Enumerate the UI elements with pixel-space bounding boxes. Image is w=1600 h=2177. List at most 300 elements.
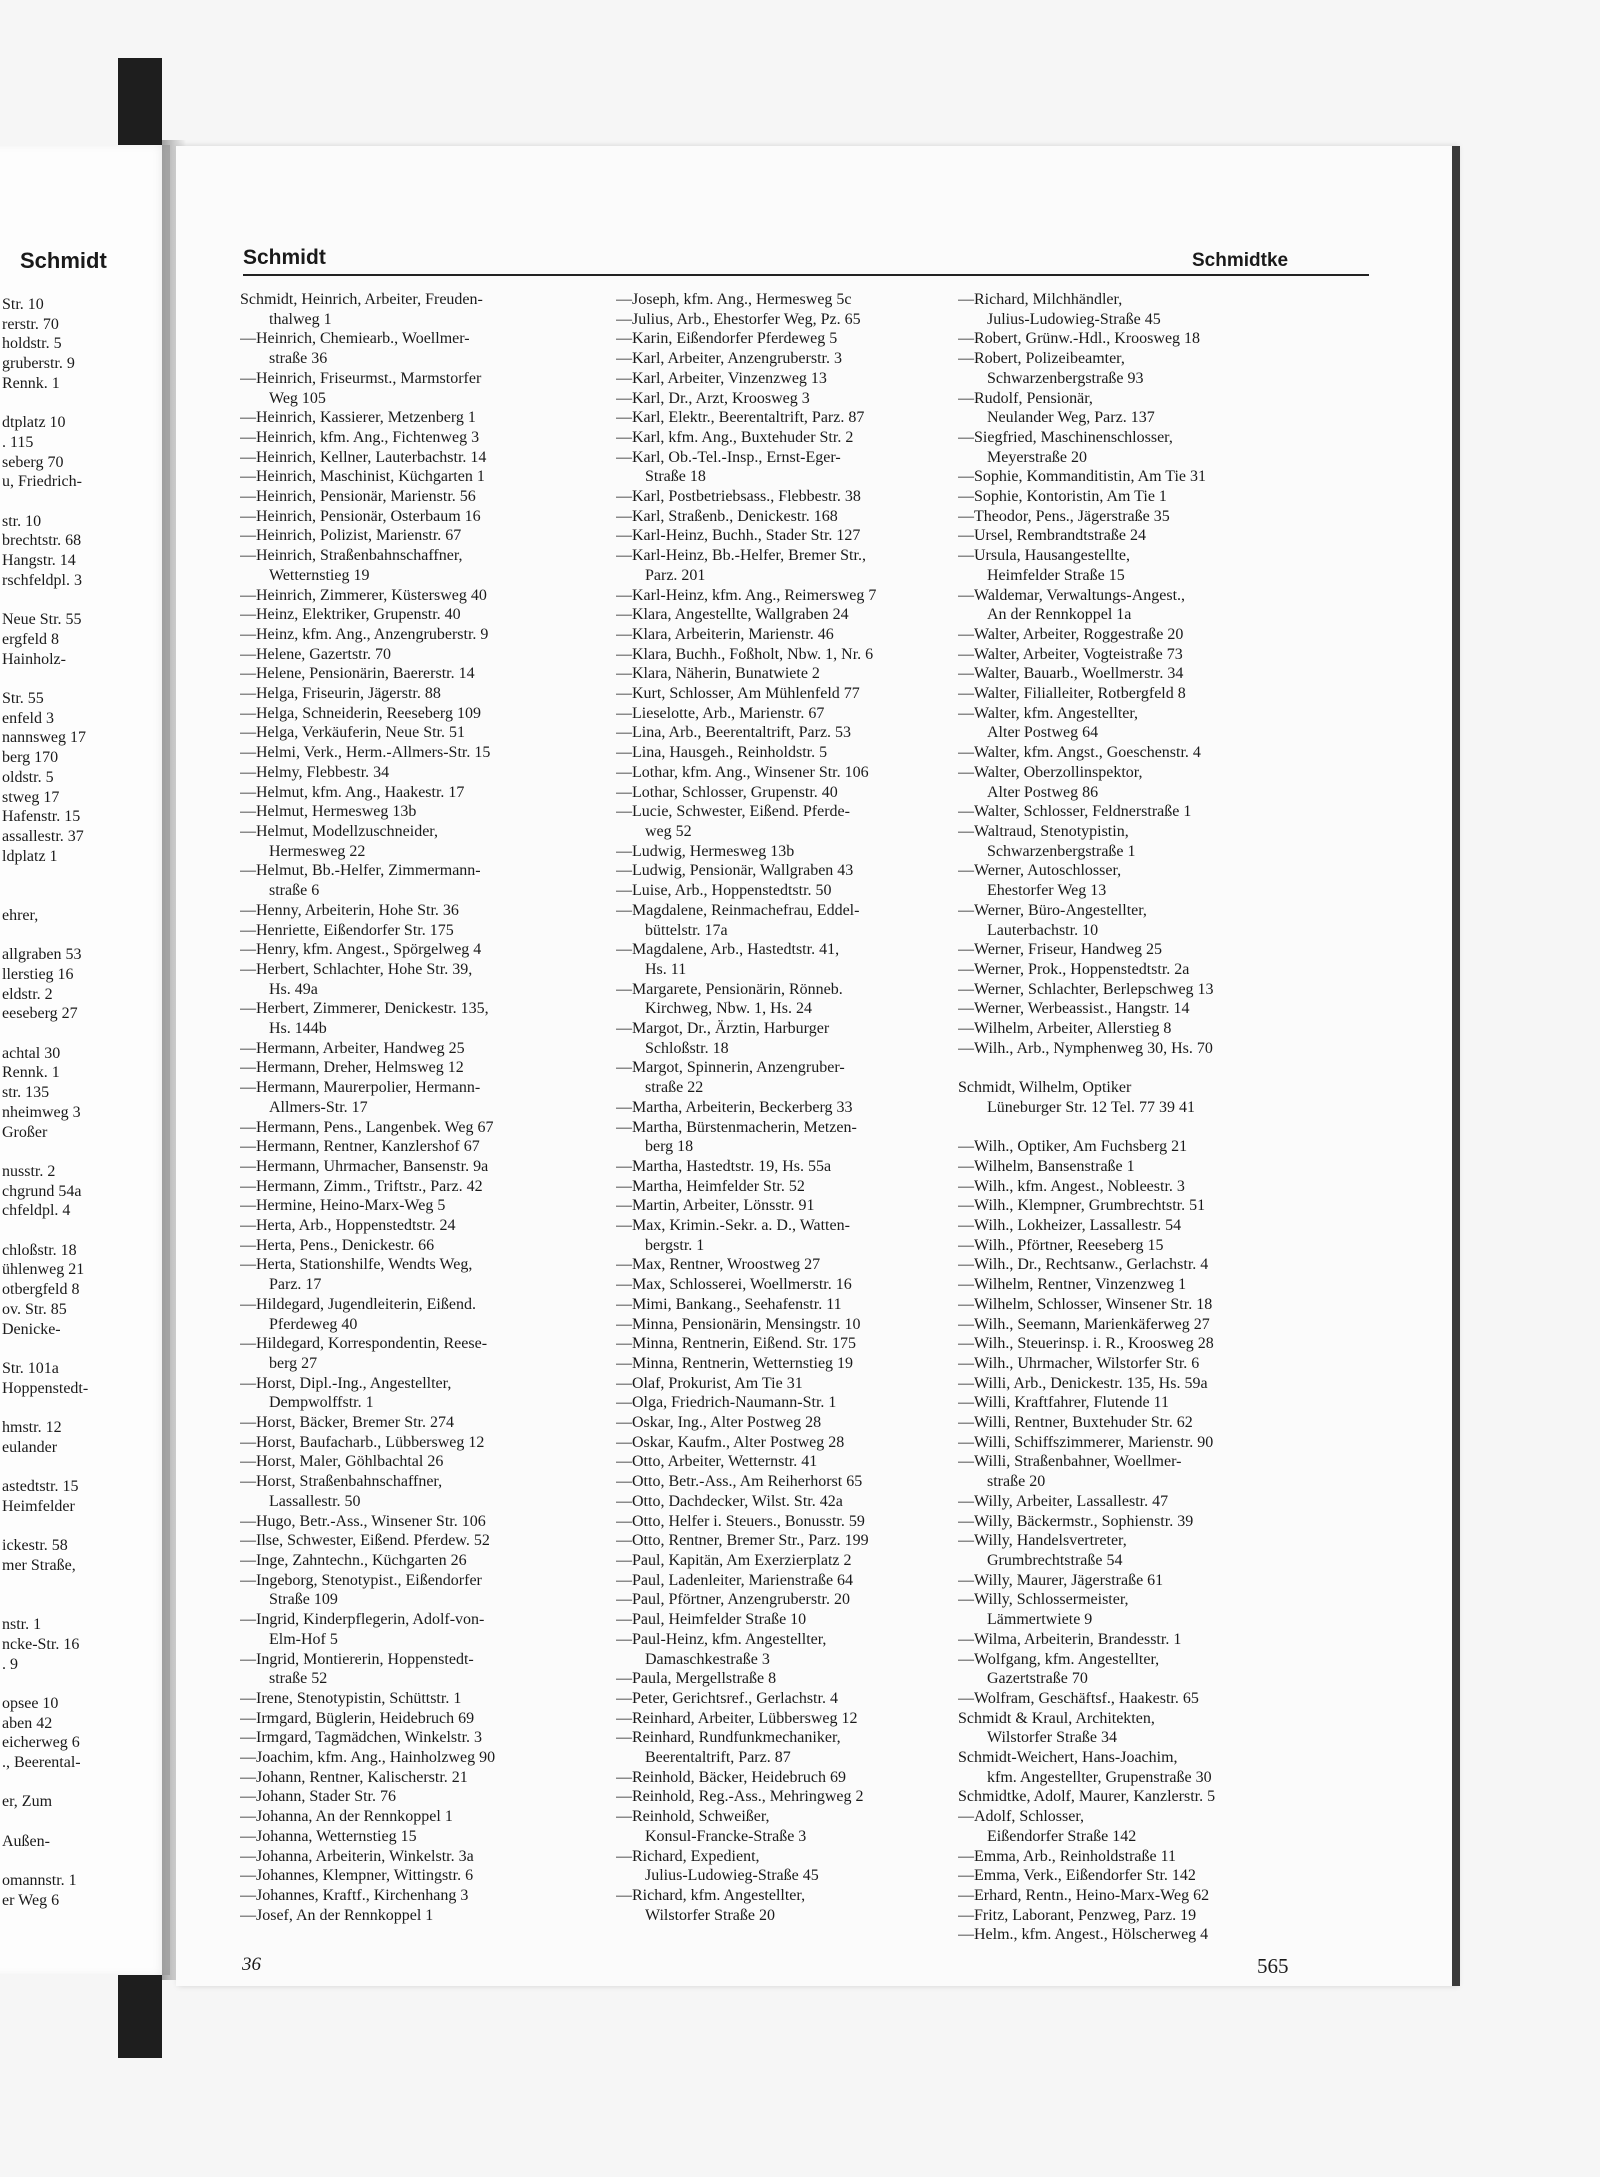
directory-entry-line: —Karl, Straßenb., Denickestr. 168 [616,507,838,525]
directory-entry-line: Wetternstieg 19 [269,566,370,584]
directory-entry-line: —Ursel, Rembrandtstraße 24 [958,527,1146,545]
directory-entry-line: straße 6 [269,882,320,900]
directory-entry-line: —Willy, Arbeiter, Lassallestr. 47 [958,1492,1169,1510]
left-fragment-line: eeseberg 27 [2,1005,78,1023]
header-rule [243,274,1369,276]
directory-entry-line: —Martha, Arbeiterin, Beckerberg 33 [616,1098,853,1116]
directory-entry-line: —Hermann, Uhrmacher, Bansenstr. 9a [240,1157,489,1175]
directory-entry-line: —Siegfried, Maschinenschlosser, [958,428,1173,446]
directory-entry-line: —Hildegard, Jugendleiterin, Eißend. [240,1295,476,1313]
directory-entry-line: —Wilh., kfm. Angest., Nobleestr. 3 [958,1177,1185,1195]
directory-entry-line: —Erhard, Rentn., Heino-Marx-Weg 62 [958,1886,1210,1904]
directory-entry-line: —Johann, Stader Str. 76 [240,1788,396,1806]
directory-entry-line: Dempwolffstr. 1 [269,1394,374,1412]
directory-entry-line: berg 27 [269,1354,318,1372]
directory-entry-line: —Werner, Autoschlosser, [958,862,1122,880]
directory-entry-line: straße 52 [269,1670,328,1688]
left-fragment-line: ergfeld 8 [2,630,60,648]
directory-entry-line: —Lothar, kfm. Ang., Winsener Str. 106 [616,763,869,781]
directory-entry-line: —Reinhold, Bäcker, Heidebruch 69 [616,1768,846,1786]
left-fragment-line: otbergfeld 8 [2,1281,80,1299]
directory-entry-line: —Wilh., Klempner, Grumbrechtstr. 51 [958,1197,1206,1215]
directory-entry-line: Schmidt, Wilhelm, Optiker [958,1079,1132,1097]
directory-entry-line: Alter Postweg 64 [987,724,1099,742]
directory-entry-line: —Ingrid, Kinderpflegerin, Adolf-von- [240,1611,485,1629]
left-fragment-line: opsee 10 [2,1694,59,1712]
directory-entry-line: Neulander Weg, Parz. 137 [987,409,1155,427]
directory-entry-line: straße 20 [987,1473,1046,1491]
left-fragment-line: eldstr. 2 [2,985,53,1003]
directory-entry-line: —Johanna, Arbeiterin, Winkelstr. 3a [240,1847,474,1865]
directory-entry-line: —Karin, Eißendorfer Pferdeweg 5 [616,330,838,348]
left-fragment-line: Hangstr. 14 [2,552,76,570]
left-fragment-line: gruberstr. 9 [2,355,75,373]
left-fragment-line [0,1339,170,1359]
directory-entry-line: —Ingrid, Montiererin, Hoppenstedt- [240,1650,474,1668]
directory-entry-line: Schwarzenbergstraße 93 [987,369,1144,387]
directory-entry-line: —Julius, Arb., Ehestorfer Weg, Pz. 65 [616,310,861,328]
directory-entry-line: —Johannes, Klempner, Wittingstr. 6 [240,1867,474,1885]
directory-entry-line: —Hermann, Dreher, Helmsweg 12 [240,1059,464,1077]
directory-entry-line: —Wilh., Uhrmacher, Wilstorfer Str. 6 [958,1354,1200,1372]
directory-entry-line: —Helmy, Flebbestr. 34 [240,763,390,781]
directory-entry-line: —Karl, kfm. Ang., Buxtehuder Str. 2 [616,428,854,446]
directory-entry-line: —Klara, Arbeiterin, Marienstr. 46 [616,625,834,643]
directory-entry-line: —Richard, Milchhändler, [958,291,1123,308]
directory-entry-line: —Otto, Helfer i. Steuers., Bonusstr. 59 [616,1512,865,1530]
directory-entry-line: —Lina, Hausgeh., Reinholdstr. 5 [616,744,828,762]
directory-entry-line: —Walter, kfm. Angestellter, [958,704,1139,722]
directory-entry-line: —Martin, Arbeiter, Lönsstr. 91 [616,1197,815,1215]
directory-entry-line: —Willi, Arb., Denickestr. 135, Hs. 59a [958,1374,1208,1392]
directory-entry-line: Eißendorfer Straße 142 [987,1827,1137,1845]
directory-entry-line: —Walter, Arbeiter, Vogteistraße 73 [958,645,1183,663]
left-fragment-line [0,866,170,886]
left-fragment-line: llerstieg 16 [2,965,74,983]
directory-entry-line: —Horst, Dipl.-Ing., Angestellter, [240,1374,452,1392]
left-fragment-line: enfeld 3 [2,709,54,727]
directory-entry-line: —Johanna, Wetternstieg 15 [240,1827,417,1845]
directory-entry-line: —Inge, Zahntechn., Küchgarten 26 [240,1552,467,1569]
left-fragment-line: Str. 10 [2,296,44,313]
directory-entry-line: —Olaf, Prokurist, Am Tie 31 [616,1374,803,1392]
left-fragment-line: eicherweg 6 [2,1734,80,1752]
left-fragment-line: eulander [2,1438,58,1456]
directory-entry-line: —Otto, Betr.-Ass., Am Reiherhorst 65 [616,1473,863,1491]
left-fragment-line [0,1852,170,1872]
left-fragment-line: Hainholz- [2,650,66,668]
directory-entry-line: —Heinz, Elektriker, Grupenstr. 40 [240,606,461,624]
directory-entry-line: —Lucie, Schwester, Eißend. Pferde- [616,803,850,821]
directory-entry-line: —Richard, Expedient, [616,1847,760,1865]
directory-entry-line: Meyerstraße 20 [987,448,1087,466]
directory-entry-line: —Hermann, Maurerpolier, Hermann- [240,1079,481,1097]
directory-entry-line: —Wilh., Lokheizer, Lassallestr. 54 [958,1217,1182,1235]
left-fragment-line: aben 42 [2,1714,53,1732]
directory-entry-line: —Hermann, Pens., Langenbek. Weg 67 [240,1118,494,1136]
left-fragment-line: hmstr. 12 [2,1419,62,1437]
directory-entry-line: —Wilhelm, Arbeiter, Allerstieg 8 [958,1020,1172,1038]
directory-entry-line: Hs. 144b [269,1020,327,1038]
directory-entry-line: —Magdalene, Arb., Hastedtstr. 41, [616,941,840,959]
directory-entry-line: —Ingeborg, Stenotypist., Eißendorfer [240,1571,482,1589]
left-fragment-line: er Weg 6 [2,1891,60,1909]
directory-entry-line: —Hermann, Arbeiter, Handweg 25 [240,1039,465,1057]
directory-entry-line: berg 18 [645,1138,694,1156]
directory-entry-line: Lauterbachstr. 10 [987,921,1099,939]
directory-entry-line: —Minna, Pensionärin, Mensingstr. 10 [616,1315,861,1333]
left-fragment-line: allgraben 53 [2,946,82,964]
left-fragment-line: dtplatz 10 [2,414,66,432]
directory-entry-line: Schloßstr. 18 [645,1039,729,1057]
directory-entry-line: —Max, Krimin.-Sekr. a. D., Watten- [616,1217,850,1235]
left-fragment-line: nannsweg 17 [2,729,86,747]
left-page-fragments [0,295,170,1911]
right-page [176,146,1456,1986]
directory-entry-line: Julius-Ludowieg-Straße 45 [645,1867,819,1885]
directory-entry-line: —Olga, Friedrich-Naumann-Str. 1 [616,1394,837,1412]
left-fragment-line [0,1024,170,1044]
directory-entry-line: —Johanna, An der Rennkoppel 1 [240,1808,453,1826]
directory-entry-line: —Fritz, Laborant, Penzweg, Parz. 19 [958,1906,1197,1924]
left-fragment-line: Heimfelder [2,1497,75,1515]
directory-entry-line: Schwarzenbergstraße 1 [987,842,1136,860]
directory-column-2 [616,290,986,1925]
directory-entry-line: —Paul, Heimfelder Straße 10 [616,1611,807,1629]
directory-entry-line: —Martha, Heimfelder Str. 52 [616,1177,805,1195]
directory-entry-line: Lämmertwiete 9 [987,1611,1093,1629]
directory-entry-line: —Sophie, Kontoristin, Am Tie 1 [958,488,1167,506]
directory-entry-line: —Karl-Heinz, Bb.-Helfer, Bremer Str., [616,547,866,565]
directory-entry-line: —Reinhard, Rundfunkmechaniker, [616,1729,841,1747]
left-fragment-line [0,1674,170,1694]
directory-entry-line: —Lina, Arb., Beerentaltrift, Parz. 53 [616,724,852,742]
left-fragment-line: er, Zum [2,1793,53,1811]
directory-entry-line: Beerentaltrift, Parz. 87 [645,1749,791,1767]
directory-entry-line: —Henny, Arbeiterin, Hohe Str. 36 [240,901,459,919]
directory-entry-line: —Karl, Postbetriebsass., Flebbestr. 38 [616,488,861,506]
directory-entry-line: —Peter, Gerichtsref., Gerlachstr. 4 [616,1689,838,1707]
left-fragment-line [0,1457,170,1477]
directory-entry-line: —Minna, Rentnerin, Eißend. Str. 175 [616,1335,856,1353]
directory-entry-line: —Hermine, Heino-Marx-Weg 5 [240,1197,446,1215]
directory-entry-line: —Helm., kfm. Angest., Hölscherweg 4 [958,1926,1209,1944]
directory-entry-line: —Heinz, kfm. Ang., Anzengruberstr. 9 [240,625,489,643]
directory-entry-line: —Otto, Rentner, Bremer Str., Parz. 199 [616,1532,869,1550]
directory-entry-line: —Josef, An der Rennkoppel 1 [240,1906,434,1924]
directory-entry-line: —Max, Rentner, Wroostweg 27 [616,1256,821,1274]
directory-entry-line: —Herta, Pens., Denickestr. 66 [240,1236,435,1254]
directory-entry-line: —Richard, kfm. Angestellter, [616,1886,806,1904]
left-fragment-line: rschfeldpl. 3 [2,571,82,589]
directory-entry-line: —Hildegard, Korrespondentin, Reese- [240,1335,488,1353]
directory-entry-line: —Wilh., Optiker, Am Fuchsberg 21 [958,1138,1188,1156]
directory-column-3 [958,290,1328,1945]
directory-entry-line: bergstr. 1 [645,1236,705,1254]
directory-entry-line: straße 22 [645,1079,704,1097]
directory-entry-line: —Wilh., Arb., Nymphenweg 30, Hs. 70 [958,1039,1213,1057]
left-fragment-line [0,1517,170,1537]
directory-entry-line: —Margot, Spinnerin, Anzengruber- [616,1059,845,1077]
directory-entry-line: —Hermann, Zimm., Triftstr., Parz. 42 [240,1177,483,1195]
directory-entry-line: —Paula, Mergellstraße 8 [616,1670,777,1688]
directory-entry-line: Gazertstraße 70 [987,1670,1088,1688]
directory-entry-line: —Wilhelm, Bansenstraße 1 [958,1157,1135,1175]
directory-entry-line: Schmidt-Weichert, Hans-Joachim, [958,1749,1178,1767]
left-fragment-line [0,1812,170,1832]
directory-entry-line: thalweg 1 [269,310,332,328]
left-fragment-line [0,1595,170,1615]
directory-entry-line: —Helga, Friseurin, Jägerstr. 88 [240,685,441,703]
directory-entry-line: —Wilhelm, Schlosser, Winsener Str. 18 [958,1295,1213,1313]
left-fragment-line: Rennk. 1 [2,1064,60,1082]
directory-entry-line: —Max, Schlosserei, Woellmerstr. 16 [616,1276,852,1294]
directory-entry-line: —Margot, Dr., Ärztin, Harburger [616,1020,830,1038]
directory-entry-line: Elm-Hof 5 [269,1630,338,1648]
directory-entry-line: —Wolfgang, kfm. Angestellter, [958,1650,1160,1668]
left-fragment-line: u, Friedrich- [2,473,82,491]
directory-entry-line: Wilstorfer Straße 20 [645,1906,775,1924]
directory-entry-line: —Reinhard, Arbeiter, Lübbersweg 12 [616,1709,858,1727]
directory-entry-line: —Rudolf, Pensionär, [958,389,1093,407]
directory-entry-line: —Oskar, Kaufm., Alter Postweg 28 [616,1433,845,1451]
directory-entry-line: —Helmut, Bb.-Helfer, Zimmermann- [240,862,481,880]
directory-entry-line: —Wilh., Seemann, Marienkäferweg 27 [958,1315,1210,1333]
directory-entry-line: —Mimi, Bankang., Seehafenstr. 11 [616,1295,842,1313]
directory-entry-line: —Walter, Oberzollinspektor, [958,763,1143,781]
directory-entry-line: —Heinrich, Kellner, Lauterbachstr. 14 [240,448,487,466]
directory-entry-line: Schmidt & Kraul, Architekten, [958,1709,1155,1727]
left-fragment-line: Rennk. 1 [2,374,60,392]
left-fragment-line: nusstr. 2 [2,1162,56,1180]
directory-entry-line: —Helmut, Hermesweg 13b [240,803,417,821]
directory-entry-line: Kirchweg, Nbw. 1, Hs. 24 [645,1000,812,1018]
directory-entry-line: —Sophie, Kommanditistin, Am Tie 31 [958,468,1207,486]
directory-entry-line: —Herbert, Zimmerer, Denickestr. 135, [240,1000,489,1018]
left-fragment-line: oldstr. 5 [2,768,54,786]
directory-entry-line: —Heinrich, Maschinist, Küchgarten 1 [240,468,485,486]
directory-entry-line: —Klara, Angestellte, Wallgraben 24 [616,606,849,624]
directory-entry-line: —Martha, Hastedtstr. 19, Hs. 55a [616,1157,832,1175]
directory-entry-line: —Karl-Heinz, Buchh., Stader Str. 127 [616,527,861,545]
directory-entry-line: —Heinrich, Pensionär, Osterbaum 16 [240,507,481,525]
left-fragment-line: Str. 101a [2,1359,59,1377]
directory-entry-line: —Magdalene, Reinmachefrau, Eddel- [616,901,860,919]
directory-entry-line: —Werner, Prok., Hoppenstedtstr. 2a [958,960,1190,978]
directory-entry-line: —Henry, kfm. Angest., Spörgelweg 4 [240,941,482,959]
directory-entry-line: —Otto, Dachdecker, Wilst. Str. 42a [616,1492,843,1510]
directory-entry-line: —Lothar, Schlosser, Grupenstr. 40 [616,783,838,801]
directory-entry-line: —Horst, Straßenbahnschaffner, [240,1473,443,1491]
left-fragment-line: mer Straße, [2,1557,76,1574]
directory-entry-line: —Willy, Maurer, Jägerstraße 61 [958,1571,1164,1589]
directory-entry-line: —Heinrich, kfm. Ang., Fichtenweg 3 [240,428,480,446]
directory-entry-line: —Karl-Heinz, kfm. Ang., Reimersweg 7 [616,586,877,604]
directory-entry-line: —Helene, Pensionärin, Baererstr. 14 [240,665,475,683]
directory-entry-line: —Paul-Heinz, kfm. Angestellter, [616,1630,827,1648]
left-fragment-line: ., Beerental- [2,1754,81,1772]
directory-entry-line: —Walter, kfm. Angst., Goeschenstr. 4 [958,744,1201,762]
directory-entry-line: —Robert, Grünw.-Hdl., Kroosweg 18 [958,330,1201,348]
left-fragment-line: astedtstr. 15 [2,1478,79,1496]
directory-entry-line: —Ursula, Hausangestellte, [958,547,1130,565]
directory-entry-line: —Margarete, Pensionärin, Rönneb. [616,980,843,998]
directory-entry-line: Parz. 17 [269,1276,322,1294]
directory-entry-line: —Walter, Filialleiter, Rotbergfeld 8 [958,685,1186,703]
directory-entry-line: —Helga, Schneiderin, Reeseberg 109 [240,704,481,722]
directory-entry-line: —Willy, Schlossermeister, [958,1591,1129,1609]
left-fragment-line: Neue Str. 55 [2,611,82,629]
directory-entry-line: —Helene, Gazertstr. 70 [240,645,392,663]
directory-entry-line: —Paul, Pförtner, Anzengruberstr. 20 [616,1591,850,1609]
left-fragment-line: str. 135 [2,1084,50,1102]
directory-entry-line: —Klara, Näherin, Bunatwiete 2 [616,665,820,683]
directory-entry-line: —Emma, Verk., Eißendorfer Str. 142 [958,1867,1196,1885]
directory-entry-line: —Robert, Polizeibeamter, [958,350,1125,368]
left-fragment-line: Außen- [2,1832,50,1850]
left-fragment-line: Hoppenstedt- [2,1379,89,1397]
directory-entry-line: —Werner, Friseur, Handweg 25 [958,941,1163,959]
left-fragment-line: stweg 17 [2,788,60,806]
directory-entry-line: —Minna, Rentnerin, Wetternstieg 19 [616,1354,854,1372]
directory-entry-line: —Henriette, Eißendorfer Str. 175 [240,921,454,939]
left-fragment-line: brechtstr. 68 [2,532,82,550]
left-fragment-line: chgrund 54a [2,1182,82,1200]
left-fragment-line [0,1221,170,1241]
directory-entry-line: Lassallestr. 50 [269,1492,361,1510]
left-fragment-line [0,1576,170,1596]
directory-entry-line [958,1118,1328,1138]
directory-entry-line: —Paul, Kapitän, Am Exerzierplatz 2 [616,1552,852,1569]
directory-entry-line: —Emma, Arb., Reinholdstraße 11 [958,1847,1177,1865]
left-fragment-line [0,492,170,512]
left-fragment-line: berg 170 [2,749,59,767]
directory-entry-line: —Ludwig, Pensionär, Wallgraben 43 [616,862,854,880]
left-fragment-line: Hafenstr. 15 [2,808,81,826]
left-fragment-line: ickestr. 58 [2,1537,68,1555]
directory-entry-line: —Hugo, Betr.-Ass., Winsener Str. 106 [240,1512,486,1530]
directory-entry-line: —Irene, Stenotypistin, Schüttstr. 1 [240,1689,462,1707]
directory-column-1 [240,290,610,1925]
directory-entry-line: —Johann, Rentner, Kalischerstr. 21 [240,1768,468,1786]
directory-entry-line: büttelstr. 17a [645,921,728,939]
directory-entry-line: —Waldemar, Verwaltungs-Angest., [958,586,1186,604]
directory-entry-line: —Heinrich, Straßenbahnschaffner, [240,547,463,565]
directory-entry-line: —Karl, Dr., Arzt, Kroosweg 3 [616,389,810,407]
directory-entry-line: Hs. 11 [645,960,687,978]
page-edge [1452,146,1460,1986]
directory-entry-line: —Oskar, Ing., Alter Postweg 28 [616,1414,822,1432]
directory-entry-line: Allmers-Str. 17 [269,1098,368,1116]
directory-entry-line: —Wilh., Pförtner, Reeseberg 15 [958,1236,1164,1254]
directory-entry-line: —Paul, Ladenleiter, Marienstraße 64 [616,1571,854,1589]
left-fragment-line: nheimweg 3 [2,1103,81,1121]
directory-entry-line: An der Rennkoppel 1a [987,606,1132,624]
directory-entry-line: Ehestorfer Weg 13 [987,882,1107,900]
left-fragment-line: chfeldpl. 4 [2,1202,71,1220]
directory-entry-line: —Helmut, Modellzuschneider, [240,822,438,840]
directory-entry-line: —Johannes, Kraftf., Kirchenhang 3 [240,1886,469,1904]
left-fragment-line: ldplatz 1 [2,847,58,865]
directory-entry-line: Hs. 49a [269,980,318,998]
directory-entry-line: —Wolfram, Geschäftsf., Haakestr. 65 [958,1689,1199,1707]
left-fragment-line: Denicke- [2,1320,61,1338]
directory-entry-line: —Heinrich, Polizist, Marienstr. 67 [240,527,462,545]
directory-entry-line: —Ludwig, Hermesweg 13b [616,842,795,860]
directory-entry-line: Schmidtke, Adolf, Maurer, Kanzlerstr. 5 [958,1788,1216,1806]
directory-entry-line: kfm. Angestellter, Grupenstraße 30 [987,1768,1212,1786]
directory-entry-line: Parz. 201 [645,566,706,584]
directory-entry-line: —Werner, Werbeassist., Hangstr. 14 [958,1000,1190,1018]
left-fragment-line: seberg 70 [2,453,64,471]
left-fragment-line: ncke-Str. 16 [2,1635,80,1653]
directory-entry-line: —Adolf, Schlosser, [958,1808,1085,1826]
directory-entry-line: —Wilma, Arbeiterin, Brandesstr. 1 [958,1630,1182,1648]
directory-entry-line: —Werner, Büro-Angestellter, [958,901,1147,919]
directory-entry-line: —Willi, Schiffszimmerer, Marienstr. 90 [958,1433,1214,1451]
left-fragment-line: str. 10 [2,512,42,530]
directory-entry-line: Damaschkestraße 3 [645,1650,770,1668]
left-fragment-line: assallestr. 37 [2,827,84,845]
directory-entry-line: —Irmgard, Tagmädchen, Winkelstr. 3 [240,1729,483,1747]
directory-entry-line: —Heinrich, Friseurmst., Marmstorfer [240,369,482,387]
directory-entry-line: —Otto, Arbeiter, Wetternstr. 41 [616,1453,818,1471]
directory-entry-line: —Kurt, Schlosser, Am Mühlenfeld 77 [616,685,860,703]
directory-entry-line: —Willi, Straßenbahner, Woellmer- [958,1453,1182,1471]
left-fragment-line: . 115 [2,433,34,451]
page-number: 565 [1257,1954,1289,1978]
left-fragment-line: rerstr. 70 [2,315,59,333]
directory-entry-line: —Heinrich, Zimmerer, Küstersweg 40 [240,586,487,604]
directory-entry-line: —Karl, Arbeiter, Anzengruberstr. 3 [616,350,842,368]
directory-entry-line: —Willy, Bäckermstr., Sophienstr. 39 [958,1512,1194,1530]
directory-entry-line: —Walter, Bauarb., Woellmerstr. 34 [958,665,1184,683]
directory-entry-line: —Joseph, kfm. Ang., Hermesweg 5c [616,291,852,308]
directory-entry-line: —Lieselotte, Arb., Marienstr. 67 [616,704,825,722]
running-header-right: Schmidtke [1192,250,1289,271]
left-fragment-line: Großer [2,1123,48,1141]
directory-entry-line: —Irmgard, Büglerin, Heidebruch 69 [240,1709,475,1727]
directory-entry-line: Pferdeweg 40 [269,1315,358,1333]
directory-entry-line: —Joachim, kfm. Ang., Hainholzweg 90 [240,1749,496,1767]
directory-entry-line: Lüneburger Str. 12 Tel. 77 39 41 [987,1098,1196,1116]
directory-entry-line: Straße 18 [645,468,706,486]
directory-entry-line: —Heinrich, Kassierer, Metzenberg 1 [240,409,476,427]
directory-entry-line: —Reinhold, Schweißer, [616,1808,770,1826]
directory-entry-line: —Helmut, kfm. Ang., Haakestr. 17 [240,783,465,801]
directory-entry-line: —Waltraud, Stenotypistin, [958,822,1129,840]
left-fragment-line: nstr. 1 [2,1616,42,1634]
directory-entry-line: —Helmi, Verk., Herm.-Allmers-Str. 15 [240,744,491,762]
left-fragment-line: omannstr. 1 [2,1872,77,1890]
directory-entry-line: Heimfelder Straße 15 [987,566,1125,584]
left-fragment-line [0,886,170,906]
directory-entry-line: —Reinhold, Reg.-Ass., Mehringweg 2 [616,1788,864,1806]
directory-entry-line: —Wilhelm, Rentner, Vinzenzweg 1 [958,1276,1187,1294]
directory-entry-line: —Karl, Arbeiter, Vinzenzweg 13 [616,369,827,387]
left-fragment-line: holdstr. 5 [2,335,62,353]
directory-entry-line: Hermesweg 22 [269,842,366,860]
left-fragment-line: chloßstr. 18 [2,1241,77,1259]
left-page [0,145,170,1975]
left-fragment-line [0,669,170,689]
left-fragment-line [0,1142,170,1162]
directory-entry-line: —Hermann, Rentner, Kanzlershof 67 [240,1138,480,1156]
directory-entry-line: —Luise, Arb., Hoppenstedtstr. 50 [616,882,832,900]
directory-entry-line: —Martha, Bürstenmacherin, Metzen- [616,1118,857,1136]
left-page-header: Schmidt [20,248,107,273]
directory-entry-line: —Wilh., Steuerinsp. i. R., Kroosweg 28 [958,1335,1214,1353]
